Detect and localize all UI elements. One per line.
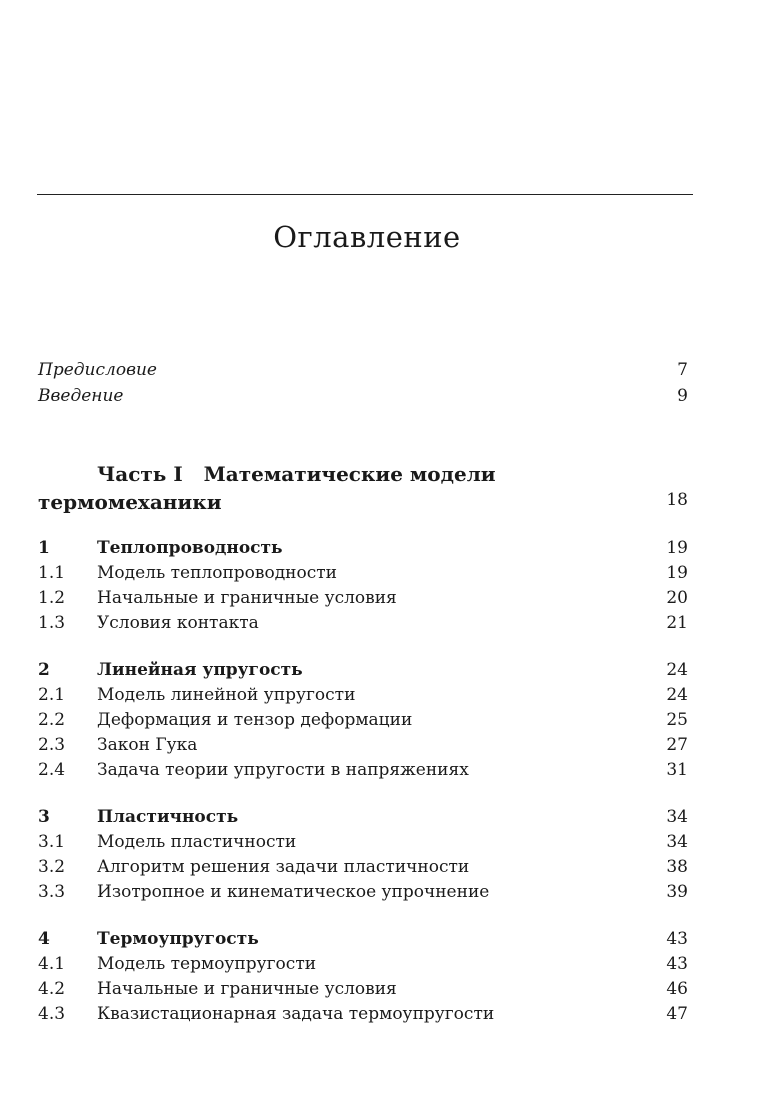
section-page: 19 xyxy=(666,563,688,583)
section-number: 3.3 xyxy=(38,882,66,902)
section-title: Начальные и граничные условия xyxy=(97,979,397,999)
chapter-number: 1 xyxy=(38,538,50,558)
section-number: 1.2 xyxy=(38,588,66,608)
toc-section-2-3[interactable] xyxy=(38,733,688,757)
toc-section-4-3[interactable] xyxy=(38,1002,688,1026)
entry-title: Предисловие xyxy=(38,360,157,380)
section-page: 20 xyxy=(666,588,688,608)
part-label: Часть I xyxy=(97,462,183,486)
toc-chapter-1[interactable] xyxy=(38,536,688,560)
section-title: Модель линейной упругости xyxy=(97,685,356,705)
section-title: Изотропное и кинематическое упрочнение xyxy=(97,882,490,902)
toc-section-3-1[interactable] xyxy=(38,830,688,854)
chapter-page: 24 xyxy=(666,660,688,680)
toc-title: Оглавление xyxy=(273,220,461,254)
entry-page: 9 xyxy=(677,386,688,406)
section-number: 2.3 xyxy=(38,735,66,755)
section-number: 4.2 xyxy=(38,979,66,999)
part-heading-line1 xyxy=(97,460,496,488)
section-number: 3.2 xyxy=(38,857,66,877)
chapter-page: 34 xyxy=(666,807,688,827)
section-title: Задача теории упругости в напряжениях xyxy=(97,760,469,780)
section-page: 31 xyxy=(666,760,688,780)
toc-section-1-3[interactable] xyxy=(38,611,688,635)
toc-chapter-3[interactable] xyxy=(38,805,688,829)
section-number: 1.3 xyxy=(38,613,66,633)
section-number: 2.2 xyxy=(38,710,66,730)
chapter-number: 3 xyxy=(38,807,50,827)
part-title-line2: термомеханики xyxy=(38,490,222,514)
toc-section-4-2[interactable] xyxy=(38,977,688,1001)
part-title-line1: Математические модели xyxy=(203,462,496,486)
toc-section-4-1[interactable] xyxy=(38,952,688,976)
section-title: Квазистационарная задача термоупругости xyxy=(97,1004,495,1024)
section-page: 24 xyxy=(666,685,688,705)
section-page: 21 xyxy=(666,613,688,633)
entry-page: 7 xyxy=(677,360,688,380)
toc-section-2-4[interactable] xyxy=(38,758,688,782)
chapter-page: 43 xyxy=(666,929,688,949)
section-title: Модель термоупругости xyxy=(97,954,317,974)
toc-chapter-2[interactable] xyxy=(38,658,688,682)
chapter-page: 19 xyxy=(666,538,688,558)
chapter-title: Термоупругость xyxy=(97,929,259,949)
section-number: 3.1 xyxy=(38,832,66,852)
toc-chapter-4[interactable] xyxy=(38,927,688,951)
section-title: Условия контакта xyxy=(97,613,259,633)
section-number: 1.1 xyxy=(38,563,66,583)
section-page: 39 xyxy=(666,882,688,902)
toc-entry-preface[interactable] xyxy=(38,358,688,382)
toc-section-1-2[interactable] xyxy=(38,586,688,610)
chapter-title: Пластичность xyxy=(97,807,239,827)
section-title: Модель пластичности xyxy=(97,832,297,852)
toc-section-3-3[interactable] xyxy=(38,880,688,904)
section-number: 4.3 xyxy=(38,1004,66,1024)
part-page: 18 xyxy=(666,490,688,510)
section-number: 2.4 xyxy=(38,760,66,780)
toc-entry-introduction[interactable] xyxy=(38,384,688,408)
toc-section-1-1[interactable] xyxy=(38,561,688,585)
section-page: 43 xyxy=(666,954,688,974)
toc-section-2-1[interactable] xyxy=(38,683,688,707)
section-page: 34 xyxy=(666,832,688,852)
toc-section-3-2[interactable] xyxy=(38,855,688,879)
section-number: 2.1 xyxy=(38,685,66,705)
section-title: Алгоритм решения задачи пластичности xyxy=(97,857,470,877)
top-rule xyxy=(37,194,693,195)
section-page: 38 xyxy=(666,857,688,877)
chapter-number: 2 xyxy=(38,660,50,680)
toc-part-1[interactable] xyxy=(38,460,688,516)
section-page: 27 xyxy=(666,735,688,755)
section-title: Закон Гука xyxy=(97,735,198,755)
entry-title: Введение xyxy=(38,386,124,406)
section-number: 4.1 xyxy=(38,954,66,974)
section-page: 25 xyxy=(666,710,688,730)
chapter-title: Теплопроводность xyxy=(97,538,283,558)
section-page: 47 xyxy=(666,1004,688,1024)
section-title: Начальные и граничные условия xyxy=(97,588,397,608)
section-page: 46 xyxy=(666,979,688,999)
section-title: Деформация и тензор деформации xyxy=(97,710,413,730)
chapter-number: 4 xyxy=(38,929,50,949)
section-title: Модель теплопроводности xyxy=(97,563,338,583)
toc-section-2-2[interactable] xyxy=(38,708,688,732)
chapter-title: Линейная упругость xyxy=(97,660,303,680)
